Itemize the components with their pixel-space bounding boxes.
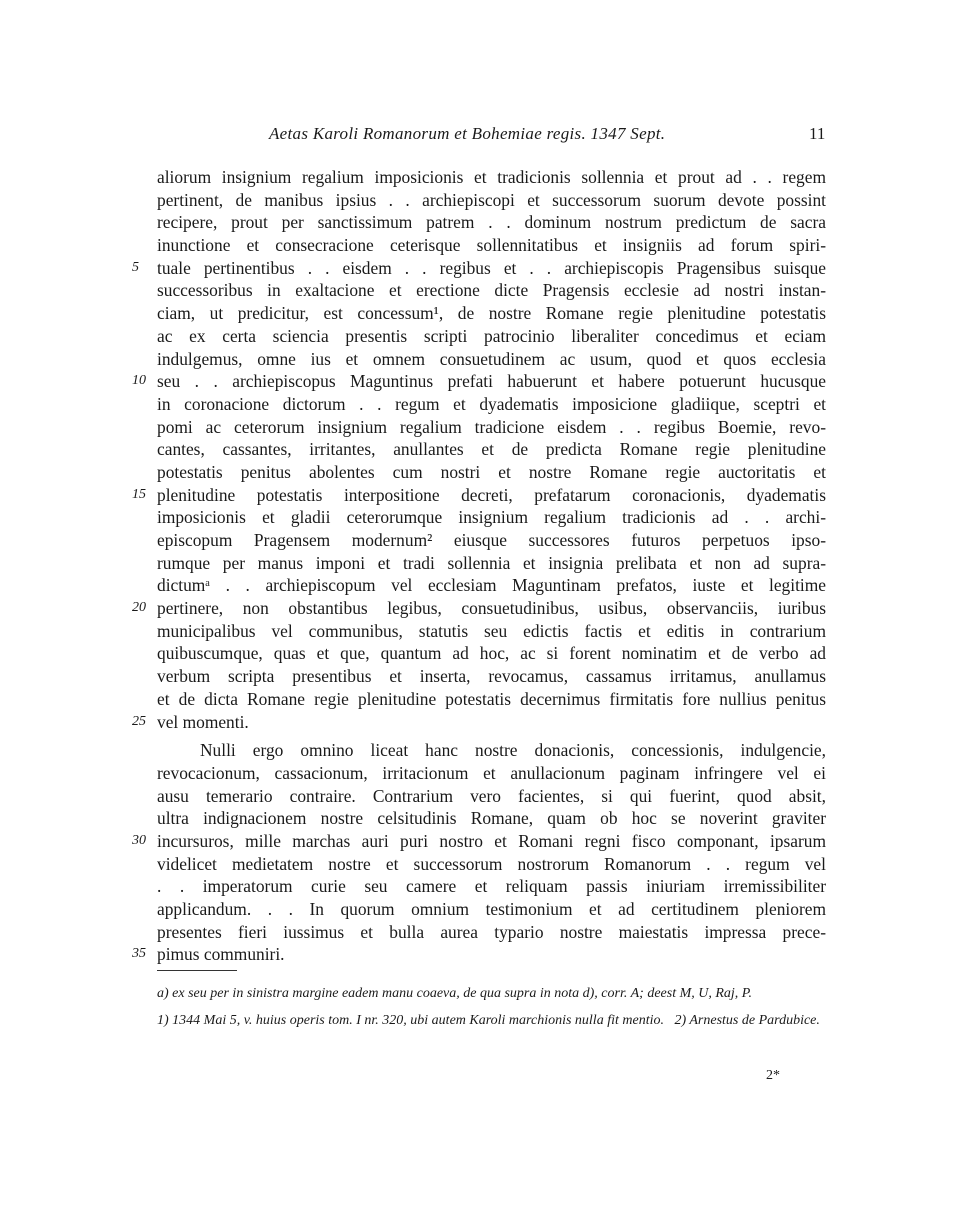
line-text: pertinent, de manibus ipsius . . archiepiscopi et successorum suorum devote possint (157, 189, 826, 210)
text-line (157, 506, 826, 529)
text-line (157, 302, 826, 325)
footnotes-numbered (157, 1011, 826, 1030)
footnote-1: 1) 1344 Mai 5, v. huius operis tom. I nr. 320, ubi autem Karoli marchionis nulla fit mentio. (157, 1013, 664, 1028)
line-text: successoribus in exaltacione et erectione dicte Pragensis ecclesie ad nostri instan- (157, 280, 826, 301)
line-text: plenitudine potestatis interpositione decreti, prefatarum coronacionis, dyadematis (157, 484, 826, 505)
text-line (157, 642, 826, 665)
line-text: applicandum. . . In quorum omnium testimonium et ad certitudinem pleniorem (157, 899, 826, 919)
text-line (157, 325, 826, 348)
line-number: 30 (132, 832, 146, 848)
line-text: imposicionis et gladii ceterorumque insignium regalium tradicionis ad . . archi- (157, 507, 826, 528)
line-text: tuale pertinentibus . . eisdem . . regibus et . . archiepiscopis Pragensibus suisque (157, 257, 826, 278)
line-number: 5 (132, 259, 139, 275)
line-number: 10 (132, 373, 146, 389)
line-text: ciam, ut predicitur, est concessum¹, de nostre Romane regie plenitudine potestatis (157, 303, 826, 324)
text-line (132, 597, 826, 620)
line-text: vel momenti. (157, 711, 249, 732)
running-title: Aetas Karoli Romanorum et Bohemiae regis. 1347 Sept. (269, 124, 666, 143)
text-line (132, 711, 826, 734)
line-text: indulgemus, omne ius et omnem consuetudinem ac usum, quod et quos ecclesia (157, 348, 826, 369)
line-text: recipere, prout per sanctissimum patrem . . dominum nostrum predictum de sacra (157, 212, 826, 233)
text-line (157, 762, 826, 785)
line-text: cantes, cassantes, irritantes, anullantes et de predicta Romane regie plenitudine (157, 439, 826, 460)
line-text: inunctione et consecracione ceterisque sollennitatibus et insigniis ad forum spiri- (157, 235, 826, 256)
line-number: 35 (132, 946, 146, 962)
text-line (157, 921, 826, 944)
text-line (157, 461, 826, 484)
text-line (157, 529, 826, 552)
footnote-rule (157, 970, 237, 971)
page-number: 11 (809, 124, 826, 143)
line-text: aliorum insignium regalium imposicionis et tradicionis sollennia et prout ad . . regem (157, 167, 826, 187)
line-text: revocacionum, cassacionum, irritacionum et anullacionum paginam infringere vel ei (157, 762, 826, 783)
text-line (157, 785, 826, 808)
text-line (157, 189, 826, 212)
text-line (157, 211, 826, 234)
text-line (157, 166, 826, 189)
text-line (157, 234, 826, 257)
text-line (132, 257, 826, 280)
footnote-2: 2) Arnestus de Pardubice. (674, 1013, 820, 1028)
text-line (157, 898, 826, 921)
line-text: municipalibus vel communibus, statutis seu edictis factis et editis in contrarium (157, 620, 826, 641)
text-line (157, 665, 826, 688)
footnote-a-label: a) (157, 986, 169, 1001)
line-text: rumque per manus imponi et tradi sollennia et insignia prelibata et non ad supra- (157, 552, 826, 573)
line-text: . . imperatorum curie seu camere et reliquam passis iniuriam irremissibiliter (157, 876, 826, 897)
text-line (157, 807, 826, 830)
line-text: ausu temerario contraire. Contrarium vero facientes, si qui fuerint, quod absit, (157, 785, 826, 806)
text-line (157, 739, 826, 762)
line-text: pomi ac ceterorum insignium regalium tradicione eisdem . . regibus Boemie, revo- (157, 416, 826, 437)
line-text: quibuscumque, quas et que, quantum ad hoc, ac si forent nominatim et de verbo ad (157, 643, 826, 664)
text-line (157, 438, 826, 461)
text-line (132, 484, 826, 507)
text-line (132, 943, 826, 966)
line-text: in coronacione dictorum . . regum et dyadematis imposicione gladiique, sceptri et (157, 393, 826, 414)
running-header (0, 124, 960, 148)
line-text: ultra indignacionem nostre celsitudinis Romane, quam ob hoc se noverint graviter (157, 808, 826, 829)
text-line (157, 620, 826, 643)
text-line (132, 830, 826, 853)
line-text: et de dicta Romane regie plenitudine potestatis decernimus firmitatis fore nullius penitus (157, 688, 826, 709)
text-line (157, 393, 826, 416)
line-text: potestatis penitus abolentes cum nostri et nostre Romane regie auctoritatis et (157, 461, 826, 482)
line-text: episcopum Pragensem modernum² eiusque successores futuros perpetuos ipso- (157, 530, 826, 550)
line-text: seu . . archiepiscopus Maguntinus prefati habuerunt et habere potuerunt hucusque (157, 371, 826, 392)
text-line (157, 688, 826, 711)
footnote-a (157, 984, 826, 1003)
line-text: presentes fieri iussimus et bulla aurea typario nostre maiestatis impressa prece- (157, 921, 826, 942)
text-line (157, 348, 826, 371)
line-number: 20 (132, 600, 146, 616)
text-line (157, 875, 826, 898)
text-line (157, 574, 826, 597)
line-text: ac ex certa sciencia presentis scripti patrocinio liberaliter concedimus et eciam (157, 325, 826, 346)
text-line (157, 853, 826, 876)
line-text: verbum scripta presentibus et inserta, revocamus, cassamus irritamus, anullamus (157, 666, 826, 687)
line-text: pertinere, non obstantibus legibus, consuetudinibus, usibus, observanciis, iuribus (157, 598, 826, 619)
line-text: incursuros, mille marchas auri puri nostro et Romani regni fisco componant, ipsarum (157, 830, 826, 851)
line-text: Nulli ergo omnino liceat hanc nostre donacionis, concessionis, indulgencie, (200, 740, 826, 761)
main-text (132, 166, 826, 966)
line-text: videlicet medietatem nostre et successorum nostrorum Romanorum . . regum vel (157, 853, 826, 874)
line-number: 15 (132, 486, 146, 502)
footnote-a-text: ex seu per in sinistra margine eadem manu coaeva, de qua supra in nota d), corr. A; deest M, U, Raj, P. (172, 986, 753, 1001)
footnotes (157, 984, 826, 1030)
text-line (157, 552, 826, 575)
line-text: dictumᵃ . . archiepiscopum vel ecclesiam Maguntinam prefatos, iuste et legitime (157, 575, 826, 596)
text-line (157, 416, 826, 439)
text-line (132, 370, 826, 393)
signature-mark: 2* (766, 1068, 780, 1083)
line-text: pimus communiri. (157, 944, 285, 965)
line-number: 25 (132, 713, 146, 729)
text-line (157, 279, 826, 302)
